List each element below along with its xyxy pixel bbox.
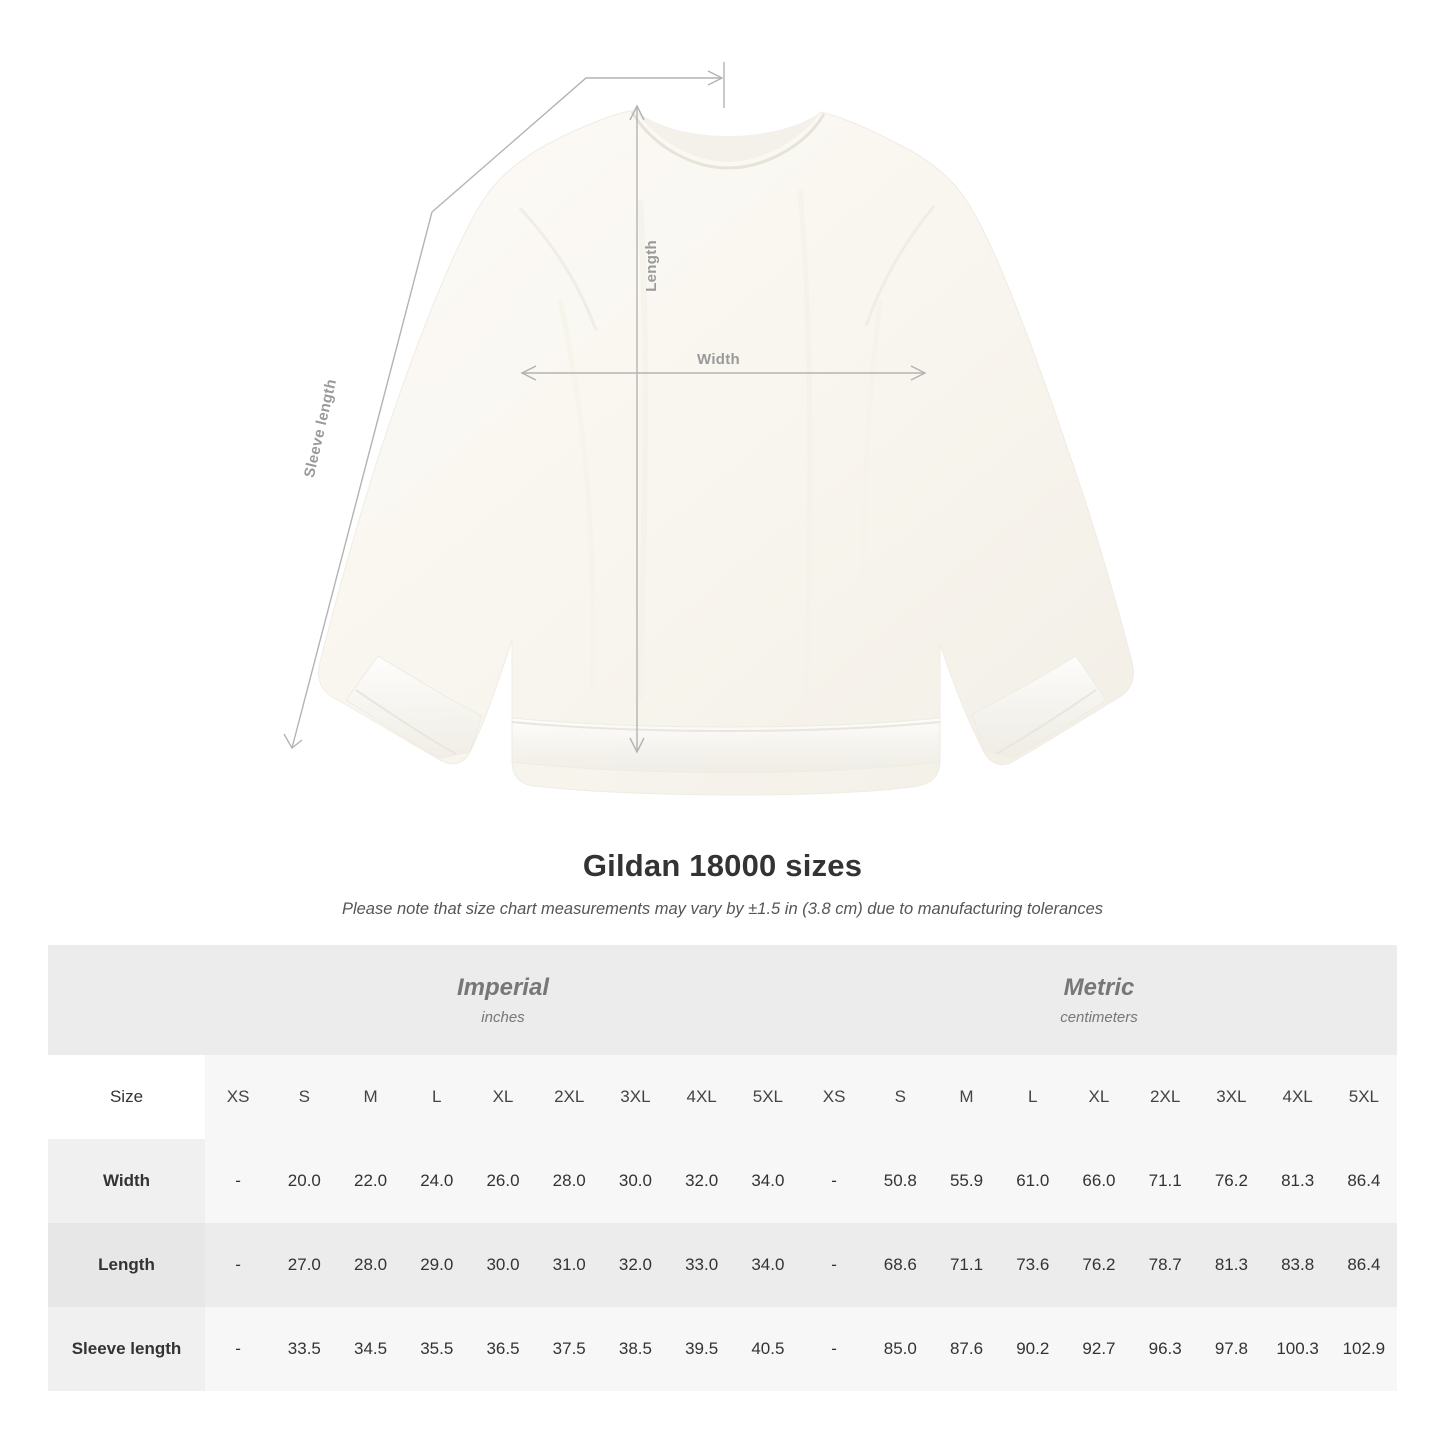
cell-sleeve-imperial-xs: - [205,1307,271,1391]
size-header-metric-4xl: 4XL [1265,1055,1331,1139]
cell-sleeve-imperial-4xl: 39.5 [669,1307,735,1391]
unit-header-imperial [205,945,801,1055]
cell-width-metric-s: 50.8 [867,1139,933,1223]
cell-width-metric-m: 55.9 [933,1139,999,1223]
cell-sleeve-metric-s: 85.0 [867,1307,933,1391]
cell-width-imperial-m: 22.0 [337,1139,403,1223]
unit-name-metric: Metric [1063,974,1135,1002]
sleeve-length-dimension-label: Sleeve length [300,377,341,480]
cell-width-imperial-s: 20.0 [271,1139,337,1223]
size-header-metric-xs: XS [801,1055,867,1139]
cell-width-metric-3xl: 76.2 [1198,1139,1264,1223]
size-table [48,945,1397,1391]
cell-width-metric-xs: - [801,1139,867,1223]
cell-width-imperial-3xl: 30.0 [602,1139,668,1223]
cell-length-metric-3xl: 81.3 [1198,1223,1264,1307]
size-header-row [48,1055,1397,1139]
page-title: Gildan 18000 sizes [582,848,863,883]
cell-width-metric-l: 61.0 [1000,1139,1066,1223]
size-header-metric-s: S [867,1055,933,1139]
cell-sleeve-metric-l: 90.2 [1000,1307,1066,1391]
cell-sleeve-imperial-5xl: 40.5 [735,1307,801,1391]
cell-length-metric-m: 71.1 [933,1223,999,1307]
cell-sleeve-metric-4xl: 100.3 [1265,1307,1331,1391]
cell-length-metric-s: 68.6 [867,1223,933,1307]
cell-length-imperial-3xl: 32.0 [602,1223,668,1307]
size-header-imperial-5xl: 5XL [735,1055,801,1139]
cell-length-imperial-xl: 30.0 [470,1223,536,1307]
cell-width-metric-xl: 66.0 [1066,1139,1132,1223]
cell-width-imperial-l: 24.0 [404,1139,470,1223]
unit-header-metric [801,945,1397,1055]
size-header-imperial-xl: XL [470,1055,536,1139]
size-header-imperial-l: L [404,1055,470,1139]
cell-width-imperial-2xl: 28.0 [536,1139,602,1223]
cell-length-metric-xl: 76.2 [1066,1223,1132,1307]
measurement-note: Please note that size chart measurements may vary by ±1.5 in (3.8 cm) due to manufacturing tolerances [341,900,1104,918]
sweatshirt-body [319,110,1134,795]
unit-sub-metric: centimeters [1060,1008,1138,1026]
cell-sleeve-imperial-3xl: 38.5 [602,1307,668,1391]
size-header-metric-2xl: 2XL [1132,1055,1198,1139]
cell-length-imperial-5xl: 34.0 [735,1223,801,1307]
cell-sleeve-imperial-xl: 36.5 [470,1307,536,1391]
cell-length-imperial-xs: - [205,1223,271,1307]
cell-sleeve-imperial-s: 33.5 [271,1307,337,1391]
size-header-metric-3xl: 3XL [1198,1055,1264,1139]
size-header-imperial-2xl: 2XL [536,1055,602,1139]
cell-length-metric-l: 73.6 [1000,1223,1066,1307]
size-header-metric-xl: XL [1066,1055,1132,1139]
size-header-metric-5xl: 5XL [1331,1055,1397,1139]
cell-sleeve-metric-5xl: 102.9 [1331,1307,1397,1391]
unit-sub-imperial: inches [481,1008,525,1026]
size-header-metric-l: L [1000,1055,1066,1139]
size-header-imperial-m: M [337,1055,403,1139]
table-row [48,1139,1397,1223]
cell-width-metric-4xl: 81.3 [1265,1139,1331,1223]
unit-header-spacer [48,945,205,1055]
cell-sleeve-metric-xl: 92.7 [1066,1307,1132,1391]
cell-length-metric-2xl: 78.7 [1132,1223,1198,1307]
cell-sleeve-metric-xs: - [801,1307,867,1391]
size-header-imperial-4xl: 4XL [669,1055,735,1139]
row-label-sleeve-length: Sleeve length [48,1307,205,1391]
cell-length-metric-5xl: 86.4 [1331,1223,1397,1307]
width-dimension-label: Width [697,351,741,368]
cell-length-imperial-s: 27.0 [271,1223,337,1307]
cell-length-metric-xs: - [801,1223,867,1307]
size-header-imperial-s: S [271,1055,337,1139]
cell-length-imperial-2xl: 31.0 [536,1223,602,1307]
size-label-cell: Size [48,1055,205,1139]
cell-length-imperial-m: 28.0 [337,1223,403,1307]
cell-sleeve-metric-3xl: 97.8 [1198,1307,1264,1391]
size-header-imperial-xs: XS [205,1055,271,1139]
cell-sleeve-imperial-l: 35.5 [404,1307,470,1391]
cell-length-imperial-4xl: 33.0 [669,1223,735,1307]
cell-sleeve-metric-m: 87.6 [933,1307,999,1391]
size-header-metric-m: M [933,1055,999,1139]
title-block [0,848,1445,919]
cell-width-imperial-4xl: 32.0 [669,1139,735,1223]
row-label-width: Width [48,1139,205,1223]
cell-width-metric-2xl: 71.1 [1132,1139,1198,1223]
size-table-container [48,945,1397,1391]
cell-sleeve-imperial-m: 34.5 [337,1307,403,1391]
row-label-length: Length [48,1223,205,1307]
table-row [48,1307,1397,1391]
length-dimension-label: Length [643,240,660,292]
unit-header-row [48,945,1397,1055]
cell-length-metric-4xl: 83.8 [1265,1223,1331,1307]
cell-length-imperial-l: 29.0 [404,1223,470,1307]
unit-name-imperial: Imperial [456,974,549,1002]
cell-width-metric-5xl: 86.4 [1331,1139,1397,1223]
cell-sleeve-imperial-2xl: 37.5 [536,1307,602,1391]
cell-width-imperial-xl: 26.0 [470,1139,536,1223]
cell-width-imperial-5xl: 34.0 [735,1139,801,1223]
size-header-imperial-3xl: 3XL [602,1055,668,1139]
cell-width-imperial-xs: - [205,1139,271,1223]
cell-sleeve-metric-2xl: 96.3 [1132,1307,1198,1391]
table-row [48,1223,1397,1307]
